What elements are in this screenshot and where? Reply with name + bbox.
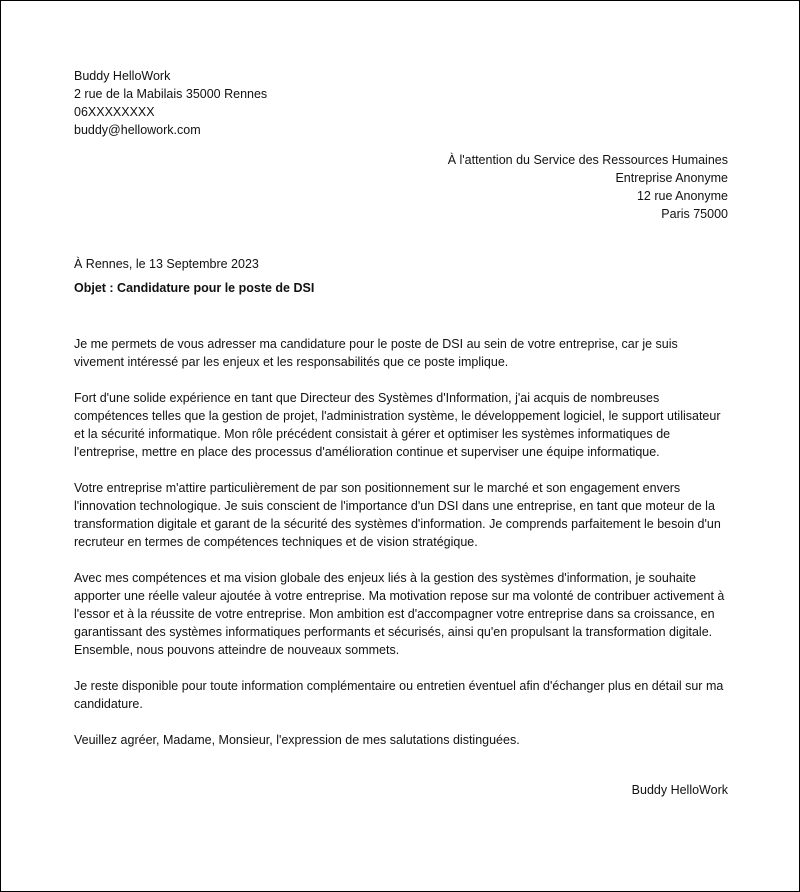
recipient-street: 12 rue Anonyme [636, 189, 728, 203]
paragraph-intro: Je me permets de vous adresser ma candidature pour le poste de DSI au sein de votre entreprise, car je suis vivement intéressé par les enjeux et les responsabilités que ce poste implique. [74, 337, 678, 369]
sender-email: buddy@hellowork.com [74, 123, 201, 137]
recipient-company: Entreprise Anonyme [615, 171, 728, 185]
paragraph-experience: Fort d'une solide expérience en tant que Directeur des Systèmes d'Information, j'ai acquis de nombreuses compétences telles que la gestion de projet, l'administration système, le développement logiciel, le support utilisateur et la sécurité informatique. Mon rôle précédent consistait à gérer et optimiser les systèmes informatiques de l'entreprise, mettre en place des processus d'amélioration continue et superviser une équipe informatique. [74, 391, 721, 459]
sender-block [74, 67, 728, 139]
letter-content [74, 67, 728, 799]
recipient-block [74, 151, 728, 223]
paragraph-closing: Veuillez agréer, Madame, Monsieur, l'expression de mes salutations distinguées. [74, 733, 520, 747]
sender-name: Buddy HelloWork [74, 69, 171, 83]
sender-address: 2 rue de la Mabilais 35000 Rennes [74, 87, 268, 101]
recipient-city: Paris 75000 [661, 207, 728, 221]
sender-phone: 06XXXXXXXX [74, 105, 155, 119]
paragraph-company: Votre entreprise m'attire particulièrement de par son positionnement sur le marché et son engagement envers l'innovation technologique. Je suis conscient de l'importance d'un DSI dans une entreprise, en tant que moteur de la transformation digitale et garant de la sécurité des systèmes d'information. Je comprends parfaitement le besoin d'un recruteur en termes de compétences techniques et de vision stratégique. [74, 481, 721, 549]
subject-line: Objet : Candidature pour le poste de DSI [74, 281, 315, 295]
paragraph-motivation: Avec mes compétences et ma vision globale des enjeux liés à la gestion des systèmes d'information, je souhaite apporter une réelle valeur ajoutée à votre entreprise. Ma motivation repose sur ma volonté de contribuer activement à l'essor et à la réussite de votre entreprise. Mon ambition est d'accompagner votre entreprise dans sa croissance, en garantissant des systèmes informatiques performants et sécurisés, ainsi qu'en propulsant la transformation digitale. Ensemble, nous pouvons atteindre de nouveaux sommets. [74, 571, 725, 657]
signature: Buddy HelloWork [631, 783, 728, 797]
date-line: À Rennes, le 13 Septembre 2023 [74, 257, 259, 271]
paragraph-availability: Je reste disponible pour toute information complémentaire ou entretien éventuel afin d'échanger plus en détail sur ma candidature. [74, 679, 724, 711]
recipient-attention: À l'attention du Service des Ressources Humaines [447, 153, 728, 167]
